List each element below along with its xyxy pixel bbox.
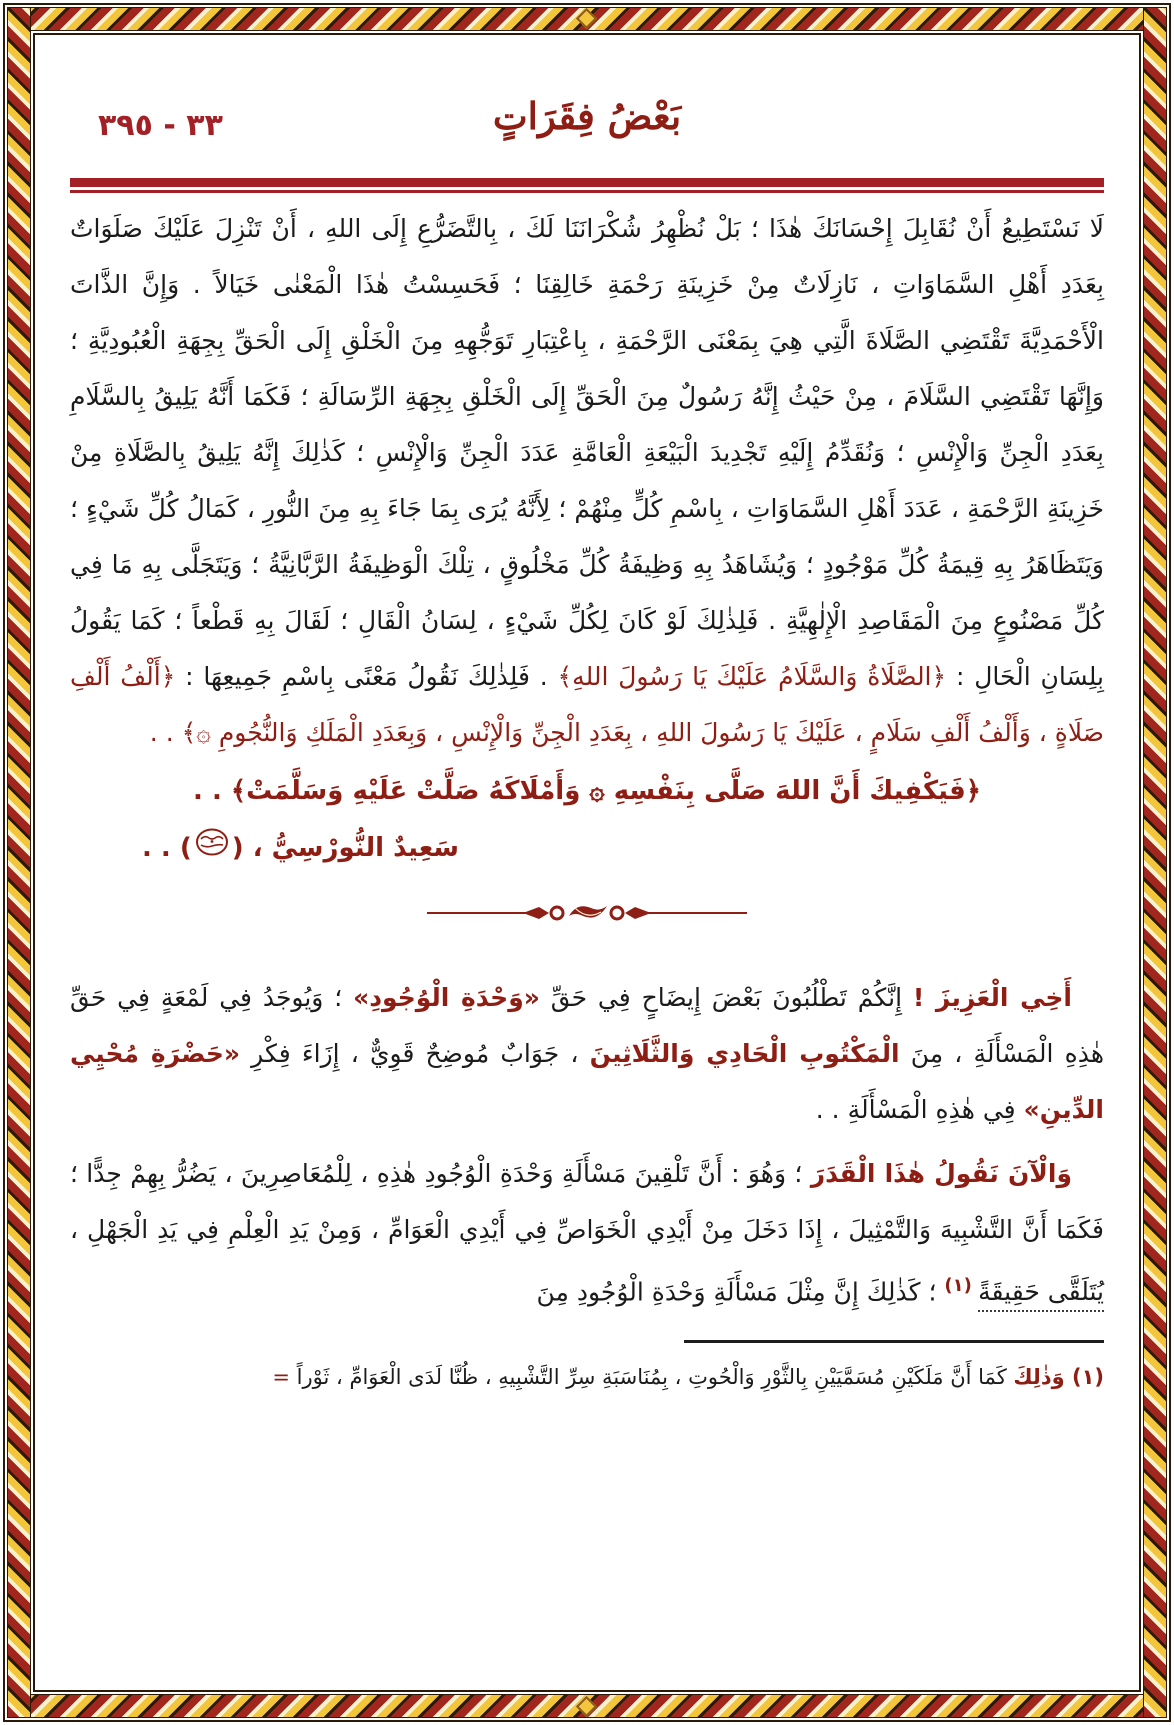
- section-divider-ornament: [427, 898, 747, 928]
- page-number: ٣٣ - ٣٩٥: [98, 108, 223, 143]
- seal-paren-open: (: [231, 833, 244, 863]
- header-rule-thin: [70, 190, 1104, 193]
- body-text: [70, 201, 1104, 1320]
- section-divider: [70, 892, 1104, 948]
- frame-border-left: [7, 7, 31, 1718]
- author-signature: [70, 819, 1104, 878]
- paragraph-dear-brother: أَخِي الْعَزِيزَ ! إِنَّكُمْ تَطْلُبُونَ بَعْضَ إِيضَاحٍ فِي حَقِّ «وَحْدَةِ الْوُجُودِ» ؛ وَيُوجَدُ فِي لَمْعَةٍ فِي حَقِّ هٰذِهِ الْمَسْأَلَةِ ، مِنَ الْمَكْتُوبِ الْحَادِي وَالثَّلَاثِينَ ، جَوَابٌ مُوضِحٌ قَوِيٌّ ، إِزَاءَ فِكْرِ «حَضْرَةِ مُحْيِي الدِّينِ» فِي هٰذِهِ الْمَسْأَلَةِ . .: [70, 982, 1104, 1124]
- footnote: (١) وَذٰلِكَ كَمَا أَنَّ مَلَكَيْنِ مُسَمَّيَيْنِ بِالثَّوْرِ وَالْحُوتِ ، بِمُنَاسَبَةِ سِرِّ التَّشْبِيهِ ، ظُنَّا لَدَى الْعَوَامِّ ، ثَوْراً =: [272, 1364, 1104, 1389]
- frame-border-right: [1143, 7, 1167, 1718]
- seal-paren-close: ): [179, 833, 192, 863]
- radi-allahu-anhu-seal-icon: [195, 820, 229, 878]
- centered-verse: ﴿فَيَكْفِيكَ أَنَّ اللهَ صَلَّى بِنَفْسِهِ ۞ وَأَمْلَاكَهُ صَلَّتْ عَلَيْهِ وَسَلَّمَتْ﴾ . .: [193, 776, 981, 806]
- page-content: [38, 38, 1136, 1687]
- page-title: بَعْضُ فِقَرَاتٍ: [492, 94, 682, 138]
- signature-suffix: . .: [142, 833, 180, 863]
- paragraph-wahdat-alwujud: وَالْآنَ نَقُولُ هٰذَا الْقَدَرَ ؛ وَهُوَ : أَنَّ تَلْقِينَ مَسْأَلَةِ وَحْدَةِ الْوُجُودِ هٰذِهِ ، لِلْمُعَاصِرِينَ ، يَضُرُّ بِهِمْ جِدًّا ؛ فَكَمَا أَنَّ التَّشْبِيهَ وَالتَّمْثِيلَ ، إِذَا دَخَلَ مِنْ أَيْدِي الْخَوَاصِّ فِي أَيْدِي الْعَوَامِّ ، وَمِنْ يَدِ الْعِلْمِ فِي يَدِ الْجَهْلِ ، يُتَلَقَّى حَقِيقَةً $^{(١)}$ ؛ كَذٰلِكَ إِنَّ مِثْلَ مَسْأَلَةِ وَحْدَةِ الْوُجُودِ مِنَ: [70, 1146, 1104, 1320]
- footnote-separator: [684, 1340, 1104, 1343]
- page-header: [70, 94, 1104, 178]
- paragraph-salawat: لَا نَسْتَطِيعُ أَنْ نُقَابِلَ إِحْسَانَكَ هٰذَا ؛ بَلْ نُظْهِرُ شُكْرَانَنَا لَكَ ، بِالتَّضَرُّعِ إِلَى اللهِ ، أَنْ تَنْزِلَ عَلَيْكَ صَلَوَاتٌ بِعَدَدِ أَهْلِ السَّمَاوَاتِ ، نَازِلَاتٌ مِنْ خَزِينَةِ رَحْمَةِ خَالِقِنَا ؛ فَحَسِسْتُ هٰذَا الْمَعْنٰى خَيَالاً . وَإِنَّ الذَّاتَ الْأَحْمَدِيَّةَ تَقْتَضِي الصَّلَاةَ الَّتِي هِيَ بِمَعْنَى الرَّحْمَةِ ، بِاعْتِبَارِ تَوَجُّهِهِ مِنَ الْخَلْقِ إِلَى الْحَقِّ بِجِهَةِ الْعُبُودِيَّةِ ؛ وَإِنَّهَا تَقْتَضِي السَّلَامَ ، مِنْ حَيْثُ إِنَّهُ رَسُولٌ مِنَ الْحَقِّ إِلَى الْخَلْقِ بِجِهَةِ الرِّسَالَةِ ؛ فَكَمَا أَنَّهُ يَلِيقُ بِالسَّلَامِ بِعَدَدِ الْجِنِّ وَالْإِنْسِ ؛ وَنُقَدِّمُ إِلَيْهِ تَجْدِيدَ الْبَيْعَةِ الْعَامَّةِ عَدَدَ الْجِنِّ وَالْإِنْسِ ؛ كَذٰلِكَ إِنَّهُ يَلِيقُ بِالصَّلَاةِ مِنْ خَزِينَةِ الرَّحْمَةِ ، عَدَدَ أَهْلِ السَّمَاوَاتِ ، بِاسْمِ كُلٍّ مِنْهُمْ ؛ لِأَنَّهُ يُرَى بِمَا جَاءَ بِهِ مِنَ النُّورِ ، كَمَالُ كُلِّ شَيْءٍ ؛ وَيَتَظَاهَرُ بِهِ قِيمَةُ كُلِّ مَوْجُودٍ ؛ وَيُشَاهَدُ بِهِ وَظِيفَةُ كُلِّ مَخْلُوقٍ ، تِلْكَ الْوَظِيفَةُ الرَّبَّانِيَّةُ ؛ وَيَتَجَلَّى بِهِ مَا فِي كُلِّ مَصْنُوعٍ مِنَ الْمَقَاصِدِ الْإِلٰهِيَّةِ . فَلِذٰلِكَ لَوْ كَانَ لِكُلِّ شَيْءٍ ، لِسَانُ الْقَالِ ؛ لَقَالَ بِهِ قَطْعاً ؛ كَمَا يَقُولُ بِلِسَانِ الْحَالِ : ﴿الصَّلَاةُ وَالسَّلَامُ عَلَيْكَ يَا رَسُولَ اللهِ﴾ . فَلِذٰلِكَ نَقُولُ مَعْنًى بِاسْمِ جَمِيعِهَا : ﴿أَلْفُ أَلْفِ صَلَاةٍ ، وَأَلْفُ أَلْفِ سَلَامٍ ، عَلَيْكَ يَا رَسُولَ اللهِ ، بِعَدَدِ الْجِنِّ وَالْإِنْسِ ، وَبِعَدَدِ الْمَلَكِ وَالنُّجُومِ ۞﴾ . .: [70, 214, 1104, 747]
- author-name: سَعِيدٌ النُّورْسِيُّ ،: [252, 833, 459, 863]
- header-rule-thick: [70, 178, 1104, 187]
